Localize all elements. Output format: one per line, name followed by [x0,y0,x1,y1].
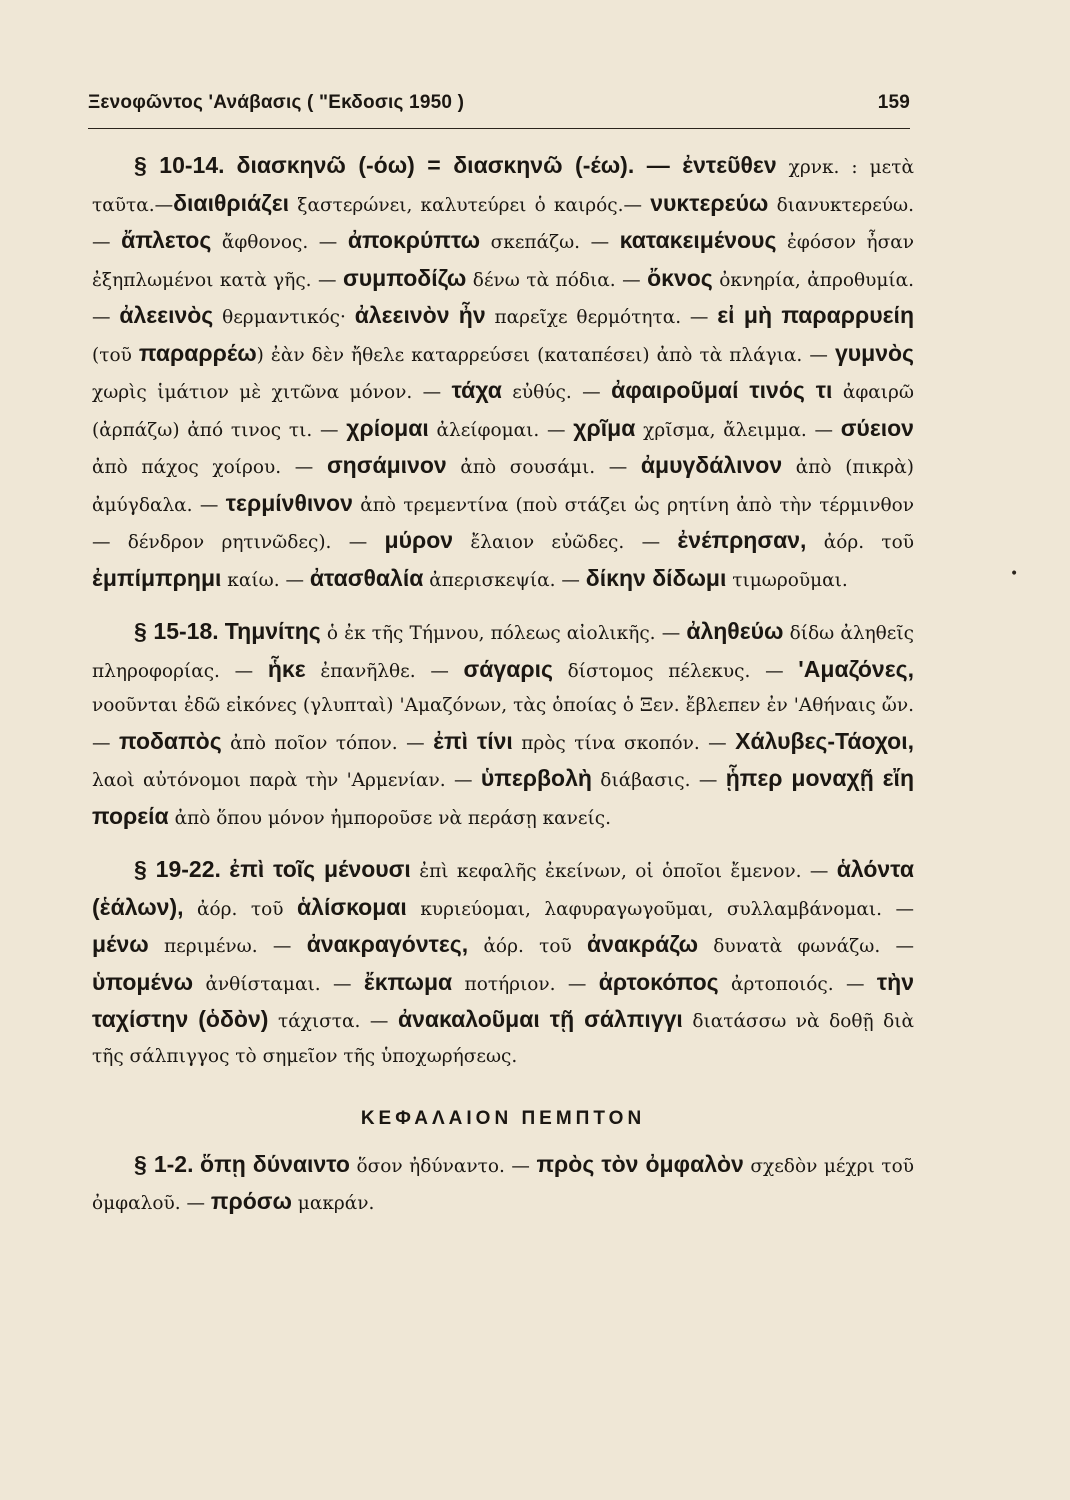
headword: Χάλυβες-Τάοχοι, [735,727,914,754]
headword: ὑπερβολὴ [480,765,592,791]
headword: ἐμπίμπρημι [92,564,222,591]
gloss-text: λαοὶ αὐτόνομοι παρὰ τὴν 'Αρμενίαν. — [92,770,481,791]
headword: κατακειμένους [619,227,777,253]
headword: σησάμινον [326,452,447,478]
gloss-text: ὁ ἐκ τῆς Τήμνου, πόλεως αἰολικῆς. — [320,623,687,644]
headword: τάχα [451,377,502,403]
gloss-text: χρῖσμα, ἄλειμμα. — [635,419,841,441]
headword: ἐνέπρησαν, [677,527,807,553]
section-1-2 [92,1147,914,1222]
gloss-text: χρνκ. : μετὰ ταῦτα.— [92,157,914,216]
headword: ἀνακράζω [587,931,699,957]
gloss-text: ἀόρ. τοῦ [183,898,298,920]
gloss-text: ἔλαιον εὐῶδες. — [453,532,678,553]
headword: ἀμυγδάλινον [640,452,783,478]
gloss-text: διατάσσω νὰ δοθῇ διὰ τῆς σάλπιγγος τὸ σημεῖον τῆς ὑποχωρήσεως. [92,1011,914,1067]
gloss-text: καίω. — [221,569,310,591]
headword: τερμίνθινον [225,489,353,516]
headword: πρὸς τὸν ὀμφαλὸν [536,1150,744,1177]
headword: ποδαπὸς [118,727,222,754]
running-header [88,92,910,114]
headword: πρόσω [210,1188,292,1214]
gloss-text: δυνατὰ φωνάζω. — [698,936,914,957]
headword: διασκηνῶ (-όω) = διασκηνῶ (-έω). — ἐντεῦθεν [236,152,777,178]
gloss-text: ἀπερισκεψία. — [423,569,586,591]
gloss-text: ξαστερώνει, καλυτεύρει ὁ καιρός.— [289,194,651,216]
section-text [92,856,915,1067]
gloss-text: ) ἐὰν δὲν ἤθελε καταρρεύσει (καταπέσει) ἀπὸ τὰ πλάγια. — [256,344,835,366]
gloss-text: ἀπὸ τρεμεντίνα (ποὺ στάζει ὡς ρητίνη ἀπὸ τὴν τέρμινθον — δένδρον ρητινῶδες). — [92,494,915,553]
gloss-text: ἀπὸ πάχος χοίρου. — [92,457,327,478]
gloss-text: (τοῦ [92,344,139,366]
gloss-text: δίστομος πέλεκυς. — [552,660,799,682]
headword: ἔκπωμα [363,968,453,995]
section-text [92,618,914,829]
headword: συμποδίζω [343,264,467,291]
section-ref: § 1-2. [134,1150,194,1177]
gloss-text: ὀκνηρία, ἀπροθυμία. — [92,269,914,328]
section-ref: § 15-18. [134,618,219,644]
headword: χρῖμα [573,414,636,441]
headword: ἀτασθαλία [309,564,424,591]
headword: ᾗπερ μοναχῇ εἴη πορεία [92,765,914,829]
glossary-body [92,148,914,1222]
gloss-text: δίδω ἀληθεῖς πληροφορίας. — [92,623,914,682]
headword: ἀρτοκόπος [598,968,719,995]
headword: διαιθριάζει [173,189,290,216]
gloss-text: ἀφαιρῶ (ἀρπάζω) ἀπό τινος τι. — [92,382,914,441]
headword: ἀνακραγόντες, [306,931,469,957]
headword: ὅπῃ δύναιντο [200,1150,350,1177]
gloss-text: εὐθύς. — [501,382,612,403]
page-number: 159 [877,92,910,113]
headword: χρίομαι [346,414,429,441]
gloss-text: σκεπάζω. — [480,232,620,253]
headword: ἐπὶ τίνι [433,727,513,754]
section-ref: § 10-14. [134,152,225,178]
headword: ἀνακαλοῦμαι τῇ σάλπιγγι [397,1006,683,1032]
headword: ὑπομένω [92,968,194,995]
section-ref: § 19-22. [134,856,221,882]
section-15-18 [92,614,914,836]
gloss-text: μακράν. [291,1193,375,1214]
gloss-text: ἐπὶ κεφαλῆς ἐκείνων, οἱ ὁποῖοι ἔμενον. — [410,861,837,882]
gloss-text: πρὸς τίνα σκοπόν. — [512,732,736,754]
headword: ἀποκρύπτω [347,227,481,253]
gloss-text: ἀπὸ σουσάμι. — [446,457,641,478]
header-rule [88,128,910,129]
section-10-14 [92,148,914,598]
headword: νυκτερεύω [650,189,769,216]
gloss-text: ἀόρ. τοῦ [468,936,588,957]
headword: ἁλίσκομαι [297,893,407,920]
headword: ἐπὶ τοῖς μένουσι [229,856,411,882]
headword: δίκην δίδωμι [585,564,727,591]
header-title: Ξενοφῶντος 'Ανάβασις ( "Εκδοσις 1950 ) [88,92,465,113]
headword: ἀλεεινὸς [119,302,214,328]
headword: ὄκνος [647,264,713,291]
gloss-text: ἀόρ. τοῦ [806,532,914,553]
section-text [92,152,915,591]
headword: μένω [92,931,149,957]
gloss-text: διανυκτερεύω. — [92,194,915,253]
gloss-text: ἀλείφομαι. — [428,419,574,441]
gloss-text: ὅσον ἠδύναντο. — [349,1155,537,1177]
section-text [92,1150,914,1215]
headword: ἀφαιροῦμαί τινός τι [611,377,833,403]
gloss-text: ἀπὸ ποῖον τόπον. — [221,732,434,754]
headword: εἰ μὴ παραρρυείη [717,302,914,328]
gloss-text: τάχιστα. — [268,1011,398,1032]
headword: μύρον [384,527,454,553]
gloss-text: σχεδὸν μέχρι τοῦ ὀμφαλοῦ. — [92,1155,914,1214]
gloss-text: περιμένω. — [148,936,307,957]
headword: τὴν ταχίστην (ὁδὸν) [92,968,915,1032]
gloss-text: ἀπὸ (πικρὰ) ἀμύγδαλα. — [92,457,914,516]
section-19-22 [92,852,914,1074]
margin-dot: • [1010,566,1019,582]
gloss-text: ἀνθίσταμαι. — [193,973,364,995]
gloss-text: δένω τὰ πόδια. — [466,269,648,291]
chapter-heading: ΚΕΦΑΛΑΙΟΝ ΠΕΜΠΤΟΝ [360,1108,646,1129]
headword: Τημνίτης [224,618,321,644]
headword: σάγαρις [463,655,553,682]
gloss-text: παρεῖχε θερμότητα. — [485,307,718,328]
gloss-text: ἐφόσον ἦσαν ἐξηπλωμένοι κατὰ γῆς. — [92,232,914,291]
gloss-text: κυριεύομαι, λαφυραγωγοῦμαι, συλλαμβάνομαι. — [406,898,914,920]
gloss-text: διάβασις. — [591,770,726,791]
headword: ἀλεεινὸν ἦν [354,302,486,328]
headword: ἁλόντα (ἑάλων), [92,856,914,920]
gloss-text: χωρὶς ἱμάτιον μὲ χιτῶνα μόνον. — [92,382,452,403]
headword: ἀληθεύω [686,618,784,644]
gloss-text: ἀρτοποιός. — [718,973,877,995]
gloss-text: ποτήριον. — [452,973,599,995]
headword: ἄπλετος [121,227,212,253]
headword: παραρρέω [138,339,257,366]
gloss-text: ἀπὸ ὅπου μόνον ἠμποροῦσε νὰ περάσῃ κανείς. [168,807,611,829]
headword: 'Αμαζόνες, [798,655,914,682]
headword: ἧκε [267,655,306,682]
headword: σύειον [840,414,914,441]
headword: γυμνὸς [834,339,914,366]
gloss-text: θερμαντικός· [213,307,355,328]
gloss-text: ἐπανῆλθε. — [305,660,464,682]
gloss-text: νοοῦνται ἐδῶ εἰκόνες (γλυπταὶ) 'Αμαζόνων, τὰς ὁποίας ὁ Ξεν. ἔβλεπεν ἐν 'Αθήναις ὤν. — [92,695,914,754]
gloss-text: τιμωροῦμαι. [726,569,848,591]
gloss-text: ἄφθονος. — [211,232,348,253]
